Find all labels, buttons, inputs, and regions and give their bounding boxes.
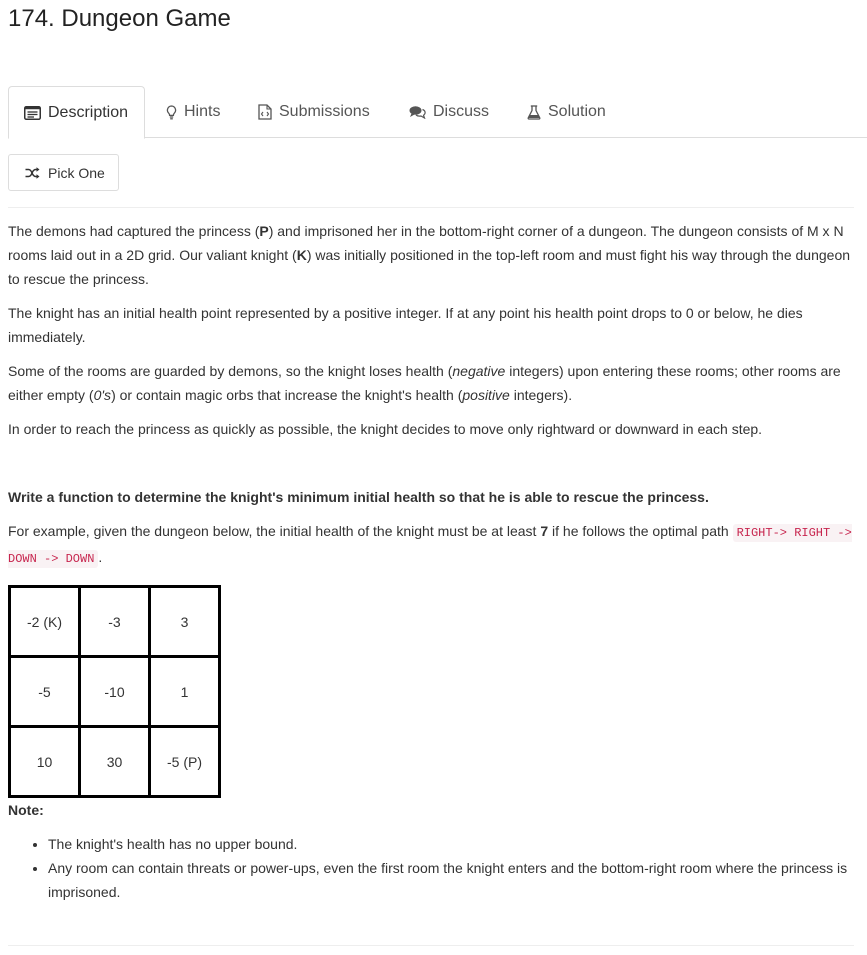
tab-submissions[interactable]	[258, 86, 370, 138]
tab-label: Solution	[548, 103, 606, 120]
grid-cell: -2 (K)	[10, 587, 80, 657]
tab-label: Description	[48, 103, 129, 121]
note-list	[8, 832, 858, 904]
list-item: • Any room can contain threats or power-ups, even the first room the knight enters and the bottom-right room where the princess is imprisoned.	[48, 856, 858, 904]
grid-cell: -5	[10, 657, 80, 727]
lightbulb-icon	[166, 105, 177, 120]
tab-description[interactable]	[8, 86, 145, 139]
knight-marker: K	[296, 247, 307, 263]
task-statement-text: Write a function to determine the knight's minimum initial health so that he is able to rescue the princess.	[8, 489, 709, 505]
text-run: .	[98, 549, 103, 565]
grid-row	[10, 587, 220, 657]
emphasis: negative	[452, 363, 506, 379]
flask-icon	[527, 105, 541, 120]
description-paragraph: The knight has an initial health point represented by a positive integer. If at any point his health point drops to 0 or below, he dies immediately.	[8, 305, 803, 345]
description-paragraph	[8, 219, 858, 291]
grid-cell: 1	[150, 657, 220, 727]
grid-cell: -5 (P)	[150, 727, 220, 797]
tab-hints[interactable]	[166, 86, 220, 138]
description-paragraph	[8, 359, 858, 407]
note-heading: Note:	[8, 802, 44, 818]
description-icon	[24, 106, 41, 120]
text-run: ) and imprisoned her in the bottom-right corner of a dungeon. The dungeon consists of M x N rooms laid out in a 2D grid. Our valiant knight (	[8, 223, 844, 263]
emphasis: positive	[462, 387, 510, 403]
emphasis: 0's	[93, 387, 112, 403]
pick-one-label: Pick One	[48, 164, 105, 181]
text-run: For example, given the dungeon below, the initial health of the knight must be at least	[8, 523, 541, 539]
code-file-icon	[258, 104, 272, 120]
text-run: The demons had captured the princess (	[8, 223, 260, 239]
optimal-path-code: RIGHT-> RIGHT -> DOWN -> DOWN	[8, 526, 852, 566]
description-paragraph: In order to reach the princess as quickly as possible, the knight decides to move only rightward or downward in each step.	[8, 421, 763, 437]
grid-cell: 10	[10, 727, 80, 797]
grid-row	[10, 657, 220, 727]
tab-label: Discuss	[433, 103, 490, 120]
tab-solution[interactable]	[527, 86, 606, 138]
princess-marker: P	[259, 223, 269, 239]
task-statement	[8, 485, 858, 509]
grid-cell: -10	[80, 657, 150, 727]
text-run: Some of the rooms are guarded by demons, so the knight loses health (	[8, 363, 453, 379]
grid-cell: 30	[80, 727, 150, 797]
problem-description	[8, 219, 858, 904]
grid-cell: -3	[80, 587, 150, 657]
text-run: ) was initially positioned in the top-left room and must fight his way through the dungeon to rescue the princess.	[8, 247, 851, 287]
text-run: integers).	[509, 387, 573, 403]
text-run: if he follows the optimal path	[548, 523, 733, 539]
tab-label: Submissions	[279, 103, 370, 120]
grid-cell: 3	[150, 587, 220, 657]
page-title: 174. Dungeon Game	[8, 5, 231, 32]
tab-label: Hints	[184, 103, 221, 120]
divider	[8, 207, 854, 208]
chat-icon	[409, 105, 426, 119]
text-run: integers) upon entering these rooms; other rooms are either empty (	[8, 363, 841, 403]
divider	[8, 945, 854, 946]
tab-bar	[8, 86, 867, 138]
text-run: ) or contain magic orbs that increase the knight's health (	[111, 387, 463, 403]
answer-value: 7	[540, 523, 549, 539]
shuffle-icon	[25, 167, 40, 179]
list-item: • The knight's health has no upper bound.	[48, 832, 858, 856]
dungeon-grid	[8, 585, 221, 798]
tab-discuss[interactable]	[409, 86, 489, 138]
pick-one-button[interactable]	[8, 154, 119, 191]
example-paragraph	[8, 519, 858, 571]
grid-row	[10, 727, 220, 797]
